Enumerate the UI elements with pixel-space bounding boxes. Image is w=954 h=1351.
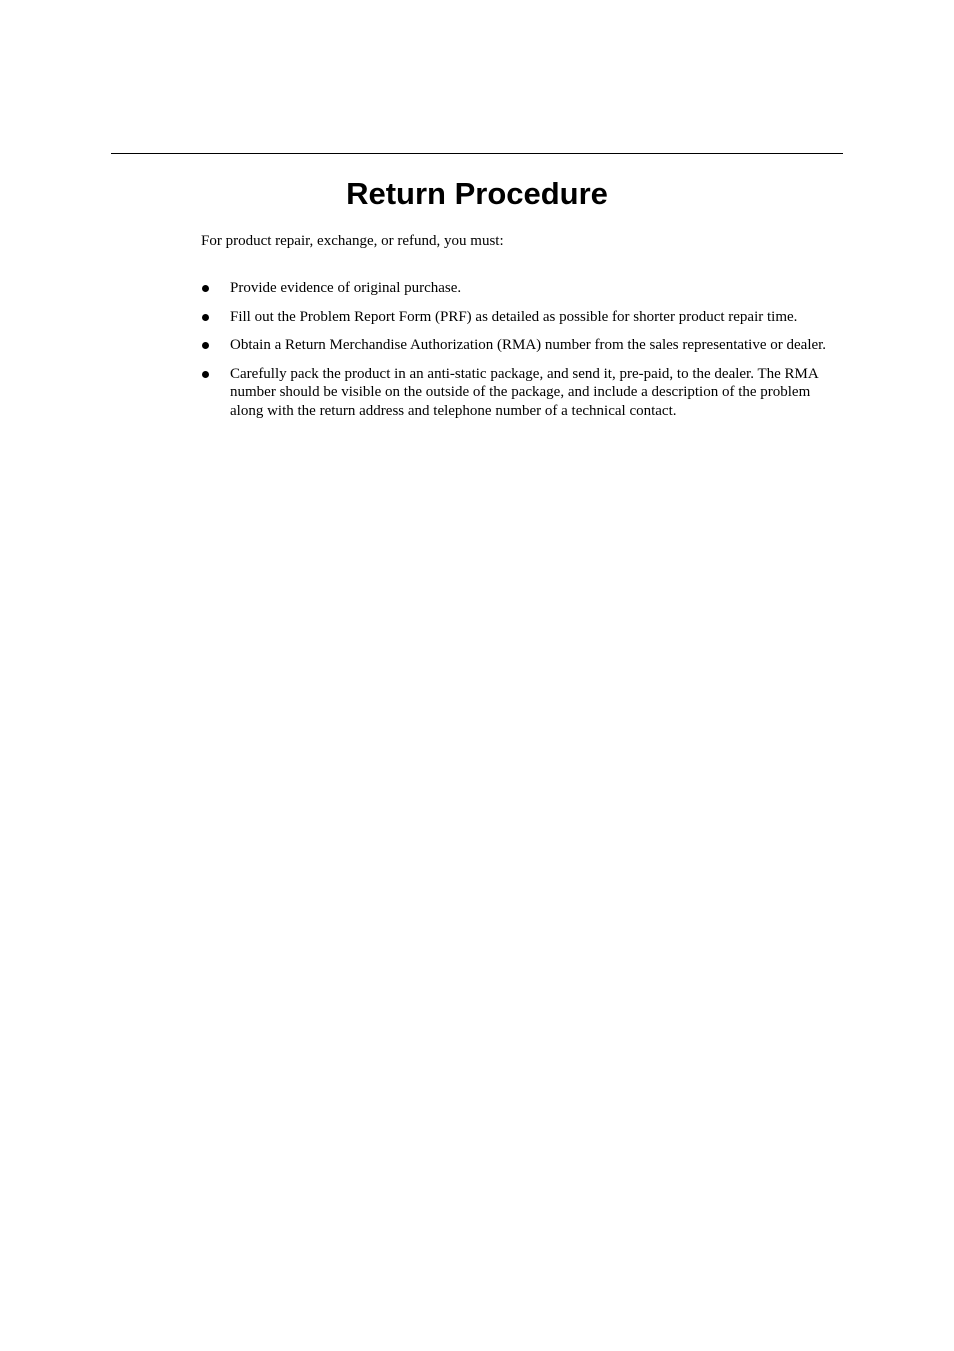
list-item-text: Obtain a Return Merchandise Authorization (RMA) number from the sales representative or dealer.: [230, 337, 827, 353]
list-item-text: Fill out the Problem Report Form (PRF) as detailed as possible for shorter product repair time.: [230, 308, 798, 325]
list-item: [201, 365, 843, 421]
bullet-icon: [202, 314, 209, 321]
intro-text: For product repair, exchange, or refund, you must:: [201, 233, 504, 249]
bullet-icon: [202, 371, 209, 378]
list-item: [201, 336, 843, 355]
list-item: [201, 279, 843, 298]
list-item-text: Provide evidence of original purchase.: [230, 280, 462, 296]
procedure-list: [201, 279, 843, 430]
page-title: Return Procedure: [346, 176, 608, 211]
bullet-icon: [202, 342, 209, 349]
list-item-text: Carefully pack the product in an anti-static package, and send it, pre-paid, to the dealer. The RMA number should be visible on the outside of the package, and include a description of the problem along with the return address and telephone number of a technical contact.: [230, 365, 818, 419]
list-item: [201, 308, 843, 327]
header-divider: [111, 153, 843, 154]
bullet-icon: [202, 285, 209, 292]
